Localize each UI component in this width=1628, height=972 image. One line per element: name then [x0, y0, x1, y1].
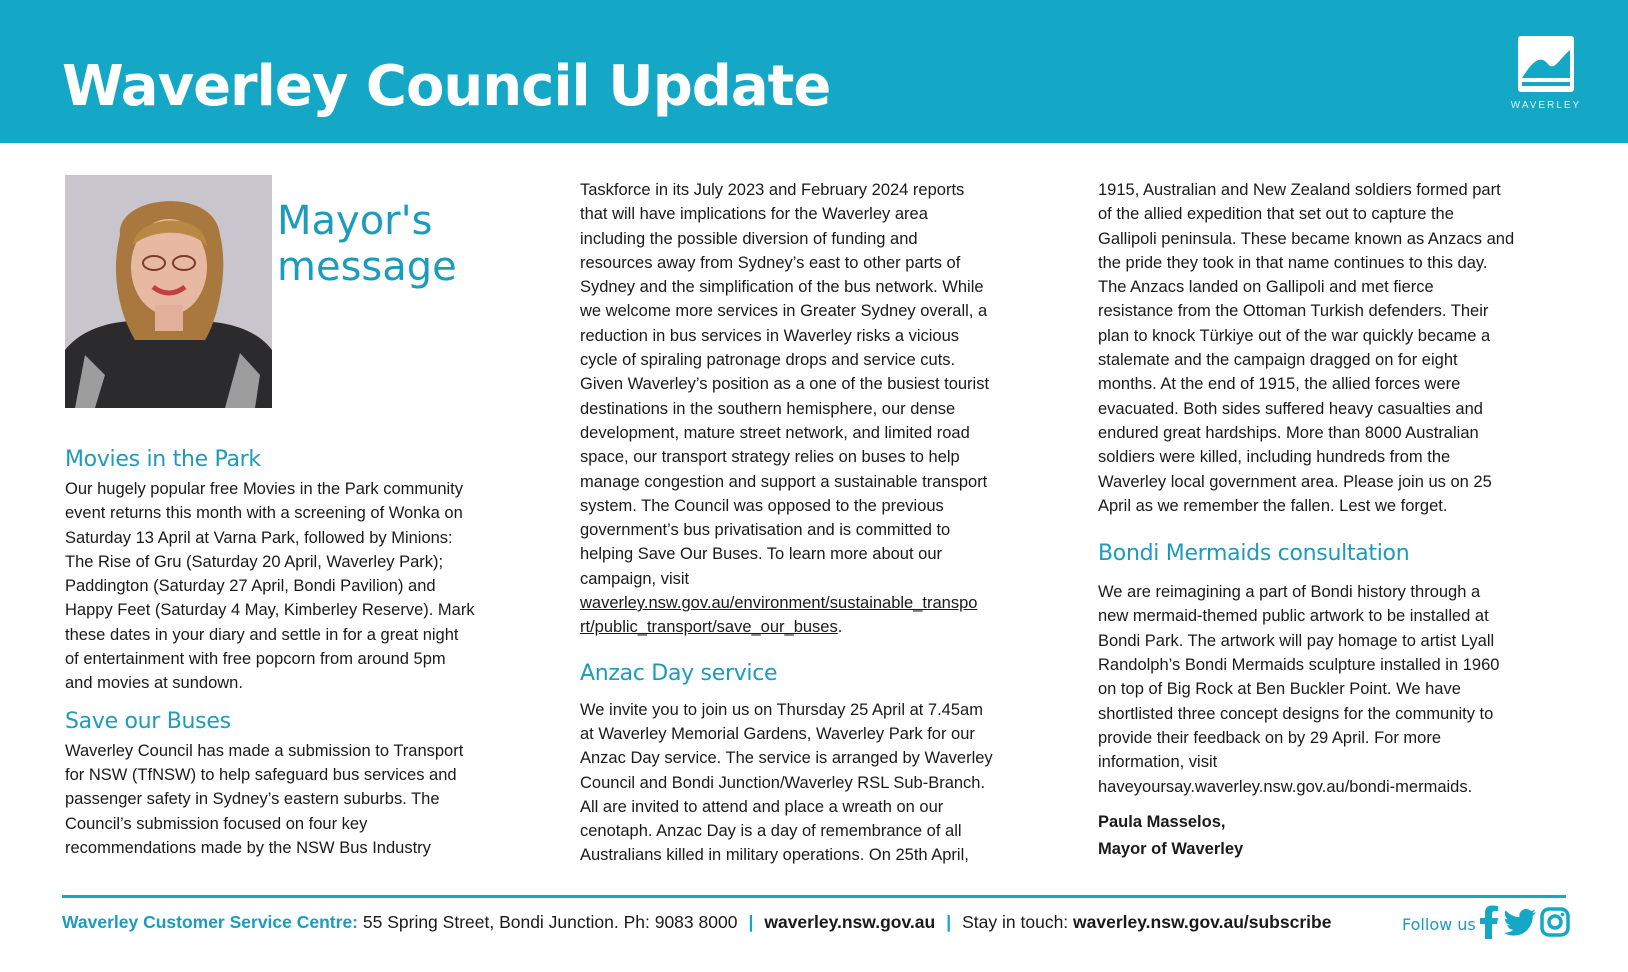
buses-heading: Save our Buses — [65, 708, 231, 734]
footer-label: Waverley Customer Service Centre: — [62, 912, 359, 932]
anzac-body-part1: We invite you to join us on Thursday 25 April at 7.45am at Waverley Memorial Gardens, Waverley Park for our Anzac Day service. The service is arranged by Waverley Council and Bondi Junction/Waverley RSL Sub-Branch. All are invited to attend and place a wreath on our cenotaph. Anzac Day is a day of remembrance of all Australians killed in military operations. On 25th April, — [580, 700, 993, 865]
footer-divider — [62, 895, 1566, 898]
logo-wordmark: WAVERLEY — [1510, 100, 1582, 111]
header-banner — [0, 0, 1628, 143]
mermaids-body: We are reimagining a part of Bondi history through a new mermaid-themed public artwork to be installed at Bondi Park. The artwork will pay homage to artist Lyall Randolph’s Bondi Mermaids sculpture installed in 1960 on top of Big Rock at Ben Buckler Point. We have shortlisted three concept designs for the community to provide their feedback on by 29 April. For more information, visit haveyoursay.waverley.nsw.gov.au/bondi-mermaids. — [1098, 583, 1500, 796]
facebook-icon[interactable] — [1478, 905, 1500, 939]
logo-mark — [1518, 36, 1574, 92]
column-1 — [65, 446, 535, 860]
link-period: . — [837, 618, 843, 637]
column-3 — [1098, 178, 1568, 863]
movies-body: Our hugely popular free Movies in the Park community event returns this month with a screening of Wonka on Saturday 13 April at Varna Park, followed by Minions: The Rise of Gru (Saturday 20 April, Waverley Park); Paddington (Saturday 27 April, Bondi Pavilion) and Happy Feet (Saturday 4 May, Kimberley Reserve). Mark these dates in your diary and settle in for a great night of entertainment with free popcorn from around 5pm and movies at sundown. — [65, 480, 475, 693]
footer-address: 55 Spring Street, Bondi Junction. Ph: 9083 8000 — [358, 912, 738, 932]
mayor-message-heading: Mayor's message — [277, 198, 457, 290]
page-title: Waverley Council Update — [62, 54, 831, 119]
footer-website-link[interactable]: waverley.nsw.gov.au — [764, 912, 936, 932]
footer-contact — [62, 912, 1331, 933]
twitter-icon[interactable] — [1503, 905, 1537, 939]
instagram-icon[interactable] — [1540, 905, 1570, 939]
column-2 — [580, 178, 1040, 868]
waverley-logo — [1500, 34, 1592, 124]
footer-stay-label: Stay in touch: — [962, 912, 1074, 932]
mermaids-heading: Bondi Mermaids consultation — [1098, 541, 1410, 567]
anzac-heading: Anzac Day service — [580, 660, 778, 686]
buses-link-wrap — [580, 591, 1040, 640]
footer-subscribe-link[interactable]: waverley.nsw.gov.au/subscribe — [1073, 912, 1332, 932]
buses-body-part1: Waverley Council has made a submission to Transport for NSW (TfNSW) to help safeguard bus services and passenger safety in Sydney’s eastern suburbs. The Council’s submission focused on four key recommendations made by the NSW Bus Industry — [65, 741, 464, 857]
follow-us-label: Follow us — [1402, 915, 1476, 934]
save-our-buses-link[interactable]: waverley.nsw.gov.au/environment/sustainable_transpo rt/public_transport/save_our_buses — [580, 594, 978, 637]
movies-heading: Movies in the Park — [65, 447, 261, 472]
mayor-photo — [65, 175, 272, 408]
anzac-body-part2: 1915, Australian and New Zealand soldiers formed part of the allied expedition that set out to capture the Gallipoli peninsula. These became known as Anzacs and the pride they took in that name continues to this day. The Anzacs landed on Gallipoli and met fierce resistance from the Ottoman Turkish defenders. Their plan to knock Türkiye out of the war quickly became a stalemate and the campaign dragged on for eight months. At the end of 1915, the allied forces were evacuated. Both sides suffered heavy casualties and endured great hardships. More than 8000 Australian soldiers were killed, including hundreds from the Waverley local government area. Please join us on 25 April as we remember the fallen. Lest we forget. — [1098, 181, 1515, 515]
footer-separator-1: | — [748, 912, 754, 932]
mayor-signature: Paula Masselos, Mayor of Waverley — [1098, 812, 1244, 858]
buses-body-part2: Taskforce in its July 2023 and February 2024 reports that will have implications for the Waverley area including the possible diversion of funding and resources away from Sydney’s east to other parts of Sydney and the simplification of the bus network. While we welcome more services in Greater Sydney overall, a reduction in bus services in Waverley risks a vicious cycle of spiraling patronage drops and service cuts. Given Waverley’s position as a one of the busiest tourist destinations in the southern hemisphere, our dense development, mature street network, and limited road space, our transport strategy relies on buses to help manage congestion and support a sustainable transport system. The Council was opposed to the previous government’s bus privatisation and is committed to helping Save Our Buses. To learn more about our campaign, visit — [580, 181, 990, 588]
footer-separator-2: | — [946, 912, 952, 932]
